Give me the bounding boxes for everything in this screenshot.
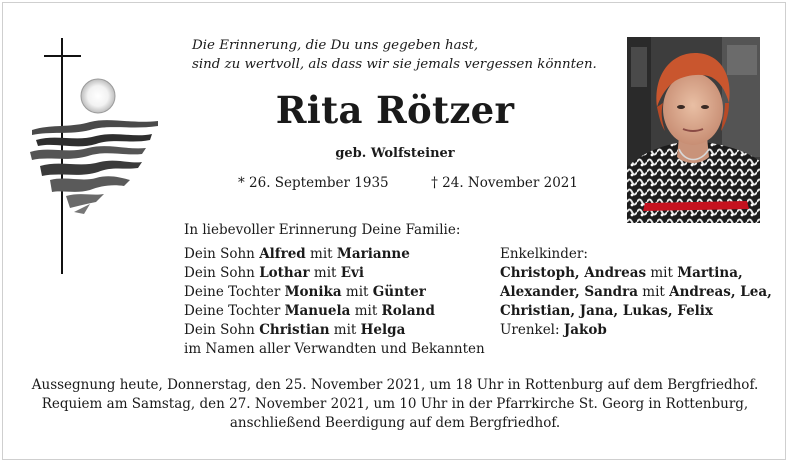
grandchildren-names: Christoph, Andreas bbox=[500, 265, 647, 281]
quote-line-2: sind zu wertvoll, als dass wir sie jemals vergessen könnten. bbox=[192, 57, 597, 72]
grandchildren-row bbox=[500, 264, 772, 283]
cross-landscape-icon bbox=[30, 38, 160, 278]
partner-name: Roland bbox=[381, 303, 435, 319]
deceased-name: Rita Rötzer bbox=[275, 88, 515, 132]
family-row bbox=[184, 321, 485, 340]
partner-name: Günter bbox=[372, 284, 426, 300]
partner-name: Evi bbox=[340, 265, 365, 281]
relation-text: Deine Tochter bbox=[184, 284, 285, 300]
service-line-2: Requiem am Samstag, den 27. November 2021, um 10 Uhr in der Pfarrkirche St. Georg in Rottenburg, bbox=[41, 396, 749, 412]
connector-text: mit bbox=[309, 265, 341, 281]
connector-text: mit bbox=[329, 322, 361, 338]
relation-text: Deine Tochter bbox=[184, 303, 285, 319]
relative-name: Christian bbox=[259, 322, 330, 338]
grandchildren-names: Christian, Jana, Lukas, Felix bbox=[500, 303, 713, 319]
family-list bbox=[184, 245, 485, 359]
death-date: † 24. November 2021 bbox=[431, 175, 578, 191]
quote-line-1: Die Erinnerung, die Du uns gegeben hast, bbox=[192, 38, 479, 53]
relative-name: Monika bbox=[284, 284, 342, 300]
family-intro: In liebevoller Erinnerung Deine Familie: bbox=[184, 222, 461, 238]
memorial-quote bbox=[192, 36, 622, 74]
relative-name: Lothar bbox=[259, 265, 310, 281]
family-row bbox=[184, 283, 485, 302]
connector-text: mit bbox=[646, 265, 678, 281]
family-closing: im Namen aller Verwandten und Bekannten bbox=[184, 341, 485, 357]
birth-name: geb. Wolfsteiner bbox=[335, 146, 455, 161]
family-row bbox=[184, 264, 485, 283]
great-grandchild-name: Jakob bbox=[563, 322, 607, 338]
relative-name: Manuela bbox=[284, 303, 351, 319]
connector-text: mit bbox=[305, 246, 337, 262]
partner-name: Martina, bbox=[677, 265, 743, 281]
life-dates bbox=[238, 175, 578, 191]
connector-text: mit bbox=[637, 284, 670, 300]
family-row bbox=[184, 245, 485, 264]
relation-text: Dein Sohn bbox=[184, 246, 260, 262]
relative-name: Alfred bbox=[259, 246, 306, 262]
grandchildren-row bbox=[500, 302, 772, 321]
service-announcement bbox=[10, 376, 780, 433]
partner-name: Helga bbox=[360, 322, 406, 338]
grandchildren-label: Enkelkinder: bbox=[500, 246, 588, 262]
partner-name: Marianne bbox=[336, 246, 410, 262]
family-row bbox=[184, 302, 485, 321]
partner-name: Andreas, Lea, bbox=[669, 284, 772, 300]
grandchildren-row bbox=[500, 283, 772, 302]
great-grandchildren-label: Urenkel: bbox=[500, 322, 564, 338]
connector-text: mit bbox=[341, 284, 373, 300]
relation-text: Dein Sohn bbox=[184, 265, 260, 281]
birth-date: * 26. September 1935 bbox=[238, 175, 389, 191]
grandchildren-list bbox=[500, 245, 772, 340]
service-line-3: anschließend Beerdigung auf dem Bergfriedhof. bbox=[229, 415, 561, 431]
connector-text: mit bbox=[350, 303, 382, 319]
service-line-1: Aussegnung heute, Donnerstag, den 25. November 2021, um 18 Uhr in Rottenburg auf dem Bergfriedhof. bbox=[31, 377, 759, 393]
great-grandchildren-row bbox=[500, 321, 772, 340]
portrait-photo bbox=[627, 37, 760, 223]
grandchildren-names: Alexander, Sandra bbox=[500, 284, 638, 300]
relation-text: Dein Sohn bbox=[184, 322, 260, 338]
